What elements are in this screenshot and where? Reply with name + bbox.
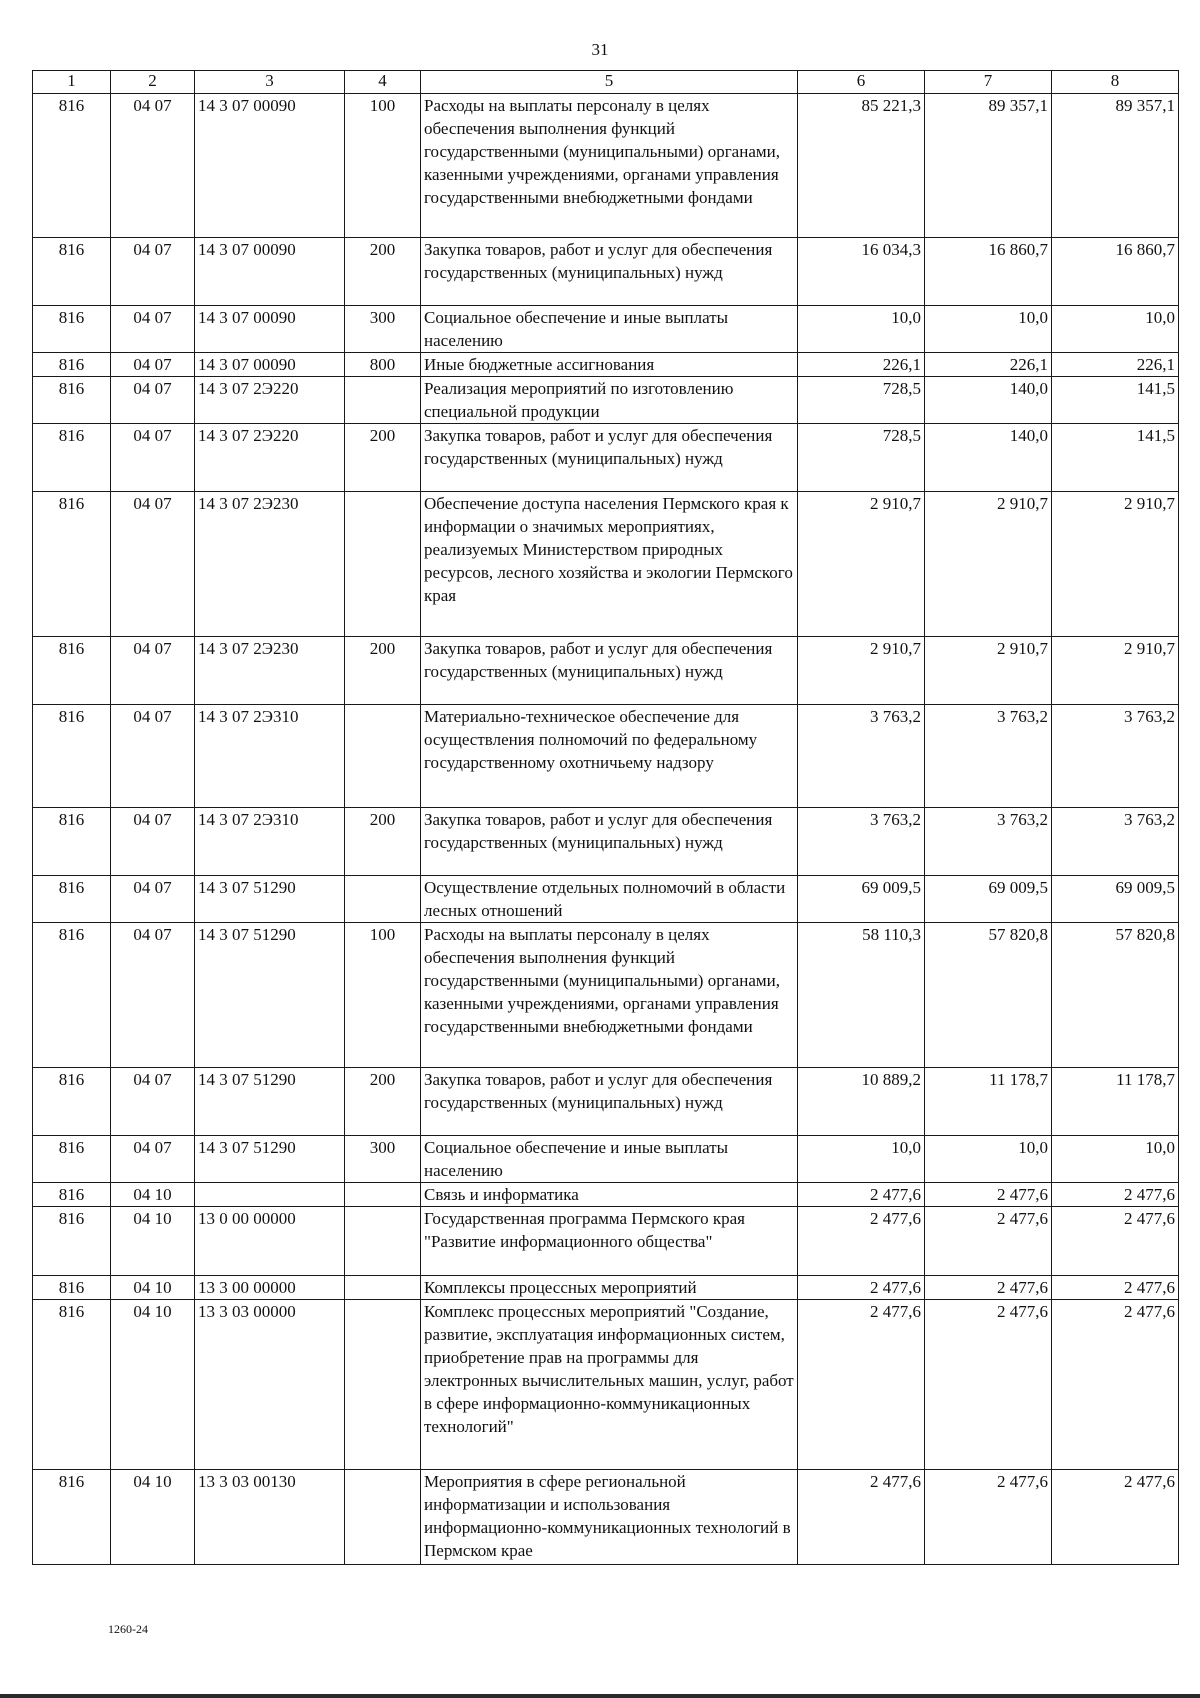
expense-type-cell [345,1183,421,1207]
table-row [33,306,1179,353]
amount-col7-cell: 11 178,7 [925,1068,1052,1136]
description-cell: Социальное обеспечение и иные выплаты населению [421,1136,798,1183]
target-article-cell: 14 3 07 2Э230 [195,637,345,705]
target-article-cell: 14 3 07 00090 [195,306,345,353]
amount-col8-cell: 2 477,6 [1052,1276,1179,1300]
gov-code-cell: 816 [33,1470,111,1565]
target-article-cell: 14 3 07 51290 [195,923,345,1068]
table-row [33,424,1179,492]
table-row [33,923,1179,1068]
column-header: 6 [798,71,925,94]
amount-col8-cell: 69 009,5 [1052,876,1179,923]
amount-col6-cell: 69 009,5 [798,876,925,923]
description-cell: Реализация мероприятий по изготовлению специальной продукции [421,377,798,424]
amount-col6-cell: 85 221,3 [798,94,925,238]
amount-col8-cell: 10,0 [1052,306,1179,353]
section-code-cell: 04 07 [111,876,195,923]
section-code-cell: 04 07 [111,94,195,238]
section-code-cell: 04 07 [111,808,195,876]
section-code-cell: 04 07 [111,1136,195,1183]
description-cell: Иные бюджетные ассигнования [421,353,798,377]
amount-col8-cell: 57 820,8 [1052,923,1179,1068]
amount-col7-cell: 140,0 [925,424,1052,492]
amount-col8-cell: 141,5 [1052,377,1179,424]
expense-type-cell: 200 [345,808,421,876]
target-article-cell: 13 0 00 00000 [195,1207,345,1276]
target-article-cell: 14 3 07 2Э310 [195,705,345,808]
expense-type-cell: 200 [345,424,421,492]
amount-col7-cell: 2 477,6 [925,1207,1052,1276]
expense-type-cell [345,492,421,637]
description-cell: Социальное обеспечение и иные выплаты населению [421,306,798,353]
expense-type-cell: 300 [345,306,421,353]
section-code-cell: 04 07 [111,353,195,377]
expense-type-cell [345,876,421,923]
amount-col6-cell: 728,5 [798,377,925,424]
table-row [33,808,1179,876]
expense-type-cell [345,1207,421,1276]
amount-col8-cell: 16 860,7 [1052,238,1179,306]
amount-col8-cell: 10,0 [1052,1136,1179,1183]
description-cell: Мероприятия в сфере региональной информатизации и использования информационно-коммуникационных технологий в Пермском крае [421,1470,798,1565]
amount-col8-cell: 2 477,6 [1052,1470,1179,1565]
expense-type-cell [345,377,421,424]
table-row [33,1068,1179,1136]
amount-col6-cell: 3 763,2 [798,705,925,808]
amount-col8-cell: 2 477,6 [1052,1183,1179,1207]
amount-col6-cell: 10 889,2 [798,1068,925,1136]
section-code-cell: 04 10 [111,1207,195,1276]
expense-type-cell [345,1276,421,1300]
expense-type-cell: 200 [345,637,421,705]
amount-col7-cell: 57 820,8 [925,923,1052,1068]
amount-col6-cell: 2 477,6 [798,1207,925,1276]
amount-col8-cell: 2 477,6 [1052,1207,1179,1276]
page-bottom-border [0,1694,1200,1698]
gov-code-cell: 816 [33,377,111,424]
description-cell: Закупка товаров, работ и услуг для обеспечения государственных (муниципальных) нужд [421,808,798,876]
description-cell: Расходы на выплаты персоналу в целях обеспечения выполнения функций государственными (муниципальными) органами, казенными учреждениями, органами управления государственными внебюджетными фондами [421,94,798,238]
gov-code-cell: 816 [33,808,111,876]
table-row [33,1300,1179,1470]
table-row [33,238,1179,306]
table-row [33,377,1179,424]
gov-code-cell: 816 [33,94,111,238]
expense-type-cell: 200 [345,1068,421,1136]
target-article-cell: 14 3 07 00090 [195,238,345,306]
description-cell: Закупка товаров, работ и услуг для обеспечения государственных (муниципальных) нужд [421,1068,798,1136]
expense-type-cell: 200 [345,238,421,306]
gov-code-cell: 816 [33,876,111,923]
budget-table [32,70,1179,1565]
description-cell: Расходы на выплаты персоналу в целях обеспечения выполнения функций государственными (муниципальными) органами, казенными учреждениями, органами управления государственными внебюджетными фондами [421,923,798,1068]
description-cell: Комплексы процессных мероприятий [421,1276,798,1300]
amount-col7-cell: 16 860,7 [925,238,1052,306]
column-header: 1 [33,71,111,94]
amount-col6-cell: 2 477,6 [798,1470,925,1565]
amount-col7-cell: 226,1 [925,353,1052,377]
description-cell: Обеспечение доступа населения Пермского края к информации о значимых мероприятиях, реализуемых Министерством природных ресурсов, лесного хозяйства и экологии Пермского края [421,492,798,637]
section-code-cell: 04 07 [111,306,195,353]
section-code-cell: 04 10 [111,1300,195,1470]
section-code-cell: 04 07 [111,424,195,492]
amount-col8-cell: 89 357,1 [1052,94,1179,238]
amount-col7-cell: 2 477,6 [925,1300,1052,1470]
gov-code-cell: 816 [33,238,111,306]
amount-col7-cell: 2 910,7 [925,492,1052,637]
gov-code-cell: 816 [33,1068,111,1136]
amount-col7-cell: 2 477,6 [925,1276,1052,1300]
target-article-cell: 14 3 07 00090 [195,94,345,238]
amount-col6-cell: 2 910,7 [798,637,925,705]
gov-code-cell: 816 [33,1276,111,1300]
target-article-cell: 13 3 03 00000 [195,1300,345,1470]
column-header: 2 [111,71,195,94]
column-header: 7 [925,71,1052,94]
amount-col7-cell: 3 763,2 [925,705,1052,808]
amount-col8-cell: 3 763,2 [1052,808,1179,876]
table-row [33,1276,1179,1300]
table-row [33,1183,1179,1207]
target-article-cell: 14 3 07 2Э220 [195,424,345,492]
target-article-cell: 14 3 07 00090 [195,353,345,377]
document-code: 1260-24 [108,1622,148,1636]
amount-col7-cell: 2 477,6 [925,1470,1052,1565]
amount-col8-cell: 226,1 [1052,353,1179,377]
amount-col7-cell: 140,0 [925,377,1052,424]
section-code-cell: 04 07 [111,492,195,637]
gov-code-cell: 816 [33,1183,111,1207]
amount-col7-cell: 2 477,6 [925,1183,1052,1207]
amount-col6-cell: 3 763,2 [798,808,925,876]
description-cell: Связь и информатика [421,1183,798,1207]
amount-col6-cell: 2 477,6 [798,1183,925,1207]
amount-col6-cell: 58 110,3 [798,923,925,1068]
gov-code-cell: 816 [33,1300,111,1470]
amount-col7-cell: 2 910,7 [925,637,1052,705]
section-code-cell: 04 07 [111,377,195,424]
section-code-cell: 04 10 [111,1276,195,1300]
description-cell: Осуществление отдельных полномочий в области лесных отношений [421,876,798,923]
table-row [33,1470,1179,1565]
amount-col8-cell: 2 910,7 [1052,637,1179,705]
amount-col7-cell: 69 009,5 [925,876,1052,923]
gov-code-cell: 816 [33,353,111,377]
column-number-row [33,71,1179,94]
gov-code-cell: 816 [33,492,111,637]
amount-col7-cell: 3 763,2 [925,808,1052,876]
expense-type-cell [345,1300,421,1470]
table-row [33,705,1179,808]
column-header: 4 [345,71,421,94]
gov-code-cell: 816 [33,424,111,492]
description-cell: Закупка товаров, работ и услуг для обеспечения государственных (муниципальных) нужд [421,424,798,492]
expense-type-cell: 100 [345,94,421,238]
target-article-cell: 14 3 07 51290 [195,876,345,923]
amount-col8-cell: 3 763,2 [1052,705,1179,808]
gov-code-cell: 816 [33,1136,111,1183]
description-cell: Закупка товаров, работ и услуг для обеспечения государственных (муниципальных) нужд [421,637,798,705]
amount-col8-cell: 141,5 [1052,424,1179,492]
column-header: 5 [421,71,798,94]
description-cell: Комплекс процессных мероприятий "Создание, развитие, эксплуатация информационных систем, приобретение прав на программы для электронных вычислительных машин, услуг, работ в сфере информационно-коммуникационных технологий" [421,1300,798,1470]
column-header: 8 [1052,71,1179,94]
amount-col6-cell: 16 034,3 [798,238,925,306]
target-article-cell [195,1183,345,1207]
section-code-cell: 04 07 [111,705,195,808]
target-article-cell: 14 3 07 2Э220 [195,377,345,424]
target-article-cell: 14 3 07 51290 [195,1136,345,1183]
table-row [33,876,1179,923]
gov-code-cell: 816 [33,306,111,353]
column-header: 3 [195,71,345,94]
section-code-cell: 04 10 [111,1470,195,1565]
amount-col8-cell: 2 477,6 [1052,1300,1179,1470]
expense-type-cell: 800 [345,353,421,377]
amount-col6-cell: 226,1 [798,353,925,377]
target-article-cell: 14 3 07 2Э230 [195,492,345,637]
amount-col6-cell: 2 910,7 [798,492,925,637]
amount-col6-cell: 728,5 [798,424,925,492]
gov-code-cell: 816 [33,705,111,808]
amount-col7-cell: 89 357,1 [925,94,1052,238]
description-cell: Государственная программа Пермского края "Развитие информационного общества" [421,1207,798,1276]
page-number: 31 [591,40,609,59]
amount-col6-cell: 10,0 [798,306,925,353]
table-row [33,637,1179,705]
amount-col8-cell: 11 178,7 [1052,1068,1179,1136]
table-row [33,1136,1179,1183]
amount-col6-cell: 10,0 [798,1136,925,1183]
section-code-cell: 04 07 [111,637,195,705]
gov-code-cell: 816 [33,923,111,1068]
section-code-cell: 04 07 [111,238,195,306]
table-row [33,94,1179,238]
amount-col7-cell: 10,0 [925,1136,1052,1183]
gov-code-cell: 816 [33,1207,111,1276]
description-cell: Материально-техническое обеспечение для осуществления полномочий по федеральному государственному охотничьему надзору [421,705,798,808]
target-article-cell: 14 3 07 51290 [195,1068,345,1136]
section-code-cell: 04 10 [111,1183,195,1207]
expense-type-cell: 300 [345,1136,421,1183]
target-article-cell: 14 3 07 2Э310 [195,808,345,876]
amount-col7-cell: 10,0 [925,306,1052,353]
section-code-cell: 04 07 [111,1068,195,1136]
target-article-cell: 13 3 00 00000 [195,1276,345,1300]
expense-type-cell: 100 [345,923,421,1068]
expense-type-cell [345,1470,421,1565]
amount-col8-cell: 2 910,7 [1052,492,1179,637]
amount-col6-cell: 2 477,6 [798,1300,925,1470]
amount-col6-cell: 2 477,6 [798,1276,925,1300]
table-row [33,492,1179,637]
section-code-cell: 04 07 [111,923,195,1068]
description-cell: Закупка товаров, работ и услуг для обеспечения государственных (муниципальных) нужд [421,238,798,306]
table-row [33,353,1179,377]
gov-code-cell: 816 [33,637,111,705]
table-row [33,1207,1179,1276]
target-article-cell: 13 3 03 00130 [195,1470,345,1565]
expense-type-cell [345,705,421,808]
